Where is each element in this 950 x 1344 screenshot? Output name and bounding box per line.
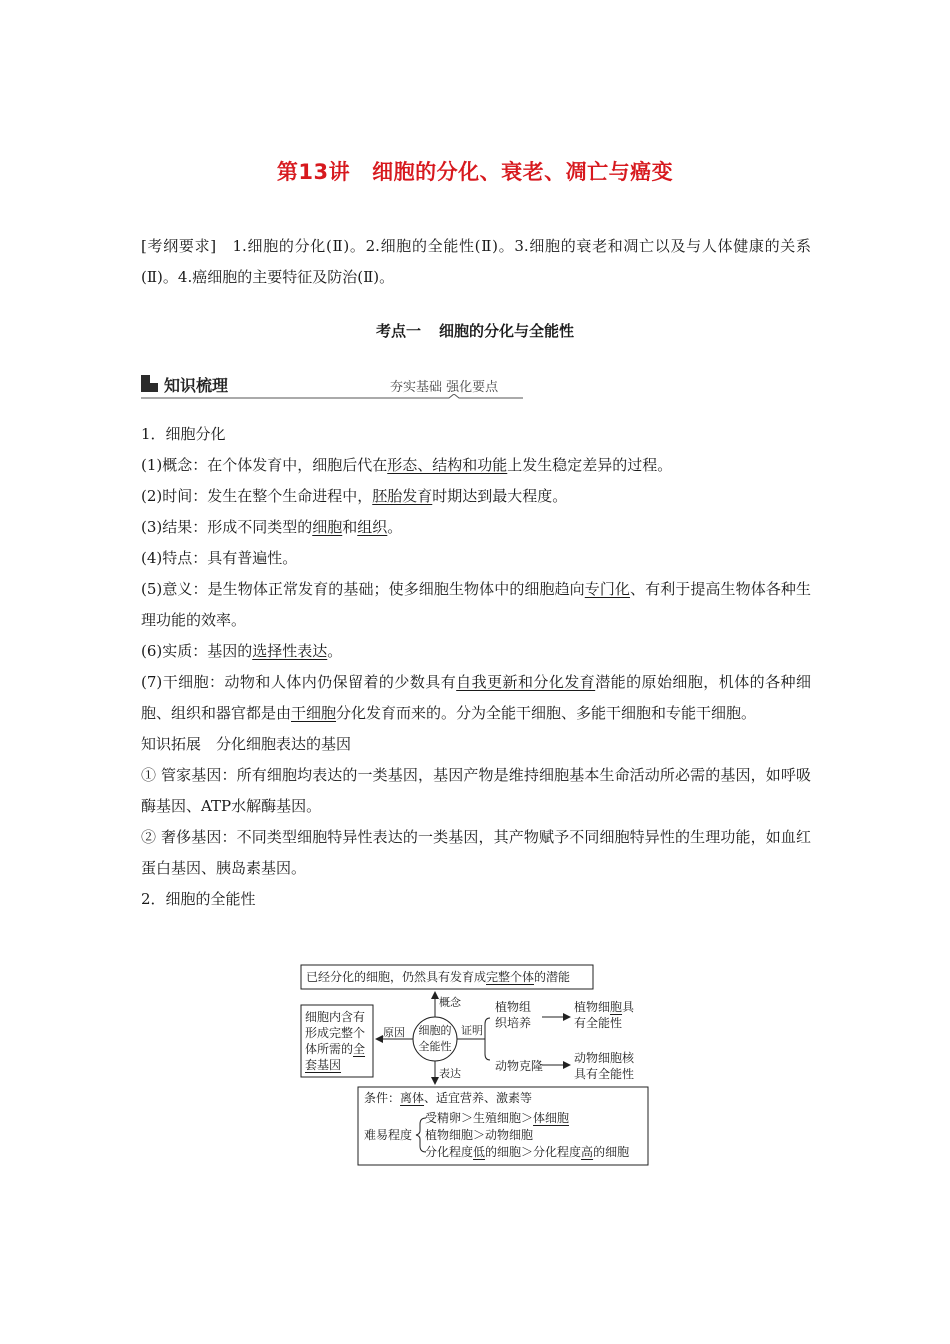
paragraph-essence: (6)实质：基因的选择性表达。: [141, 642, 343, 660]
heading-totipotency: 2．细胞的全能性: [141, 890, 256, 908]
page-title: 第13讲 细胞的分化、衰老、凋亡与癌变: [276, 160, 674, 184]
label-reason: 原因: [383, 1026, 405, 1039]
left-box-line1: 细胞内含有: [305, 1010, 366, 1024]
extension-title: 知识拓展 分化细胞表达的基因: [141, 735, 352, 753]
plant-result-line2: 有全能性: [574, 1016, 623, 1030]
label-prove: 证明: [461, 1024, 483, 1037]
extension-housekeeping-genes: ① 管家基因：所有细胞均表达的一类基因，基因产物是维持细胞基本生命活动所必需的基因，如呼吸酶基因、ATP水解酶基因。: [141, 766, 811, 815]
section-heading: 考点一 细胞的分化与全能性: [375, 322, 575, 340]
difficulty-row1: 受精卵＞生殖细胞＞体细胞: [425, 1111, 570, 1125]
animal-result-line1: 动物细胞核: [574, 1051, 635, 1065]
divider-line: [141, 394, 523, 402]
difficulty-row2: 植物细胞＞动物细胞: [425, 1128, 534, 1142]
diagram-center-line2: 全能性: [418, 1040, 452, 1053]
extension-luxury-genes: ② 奢侈基因：不同类型细胞特异性表达的一类基因，其产物赋予不同细胞特异性的生理功能，如血红蛋白基因、胰岛素基因。: [141, 828, 811, 877]
animal-clone: 动物克隆: [495, 1059, 544, 1073]
plant-result-line1: 植物细胞具: [574, 1000, 635, 1014]
conditions: 条件：离体、适宜营养、激素等: [364, 1091, 533, 1105]
diagram-center-line1: 细胞的: [418, 1024, 452, 1037]
paragraph-result: (3)结果：形成不同类型的细胞和组织。: [141, 518, 403, 536]
paragraph-stem-cell: (7)干细胞：动物和人体内仍保留着的少数具有自我更新和分化发育潜能的原始细胞，机体的各种细胞、组织和器官都是由干细胞分化发育而来的。分为全能干细胞、多能干细胞和专能干细胞。: [141, 673, 811, 722]
animal-result-line2: 具有全能性: [574, 1067, 635, 1081]
totipotency-diagram: [300, 962, 650, 1172]
paragraph-time: (2)时间：发生在整个生命进程中，胚胎发育时期达到最大程度。: [141, 487, 568, 505]
knowledge-bar: [141, 372, 523, 402]
difficulty-label: 难易程度: [364, 1128, 413, 1142]
left-box-line4: 套基因: [305, 1058, 342, 1072]
heading-cell-differentiation: 1．细胞分化: [141, 425, 226, 443]
paragraph-concept: (1)概念：在个体发育中，细胞后代在形态、结构和功能上发生稳定差异的过程。: [141, 456, 673, 474]
left-box-line3: 体所需的全: [305, 1042, 366, 1056]
left-box-line2: 形成完整个: [305, 1026, 366, 1040]
diagram-top-box: 已经分化的细胞，仍然具有发育成完整个体的潜能: [306, 970, 571, 984]
knowledge-bar-subtitle: 夯实基础 强化要点: [390, 380, 499, 395]
plant-culture-line1: 植物组: [495, 1000, 532, 1014]
label-express: 表达: [439, 1067, 461, 1080]
paragraph-feature: (4)特点：具有普遍性。: [141, 549, 298, 567]
knowledge-bar-title: 知识梳理: [164, 376, 229, 395]
difficulty-row3: 分化程度低的细胞＞分化程度高的细胞: [425, 1145, 630, 1159]
paragraph-significance: (5)意义：是生物体正常发育的基础；使多细胞生物体中的细胞趋向专门化、有利于提高生物体各种生理功能的效率。: [141, 580, 811, 629]
label-concept: 概念: [439, 996, 461, 1009]
plant-culture-line2: 织培养: [495, 1016, 532, 1030]
exam-requirements: [考纲要求] 1.细胞的分化(Ⅱ)。2.细胞的全能性(Ⅱ)。3.细胞的衰老和凋亡以及与人体健康的关系(Ⅱ)。4.癌细胞的主要特征及防治(Ⅱ)。: [141, 237, 811, 286]
body-text: [141, 419, 811, 915]
